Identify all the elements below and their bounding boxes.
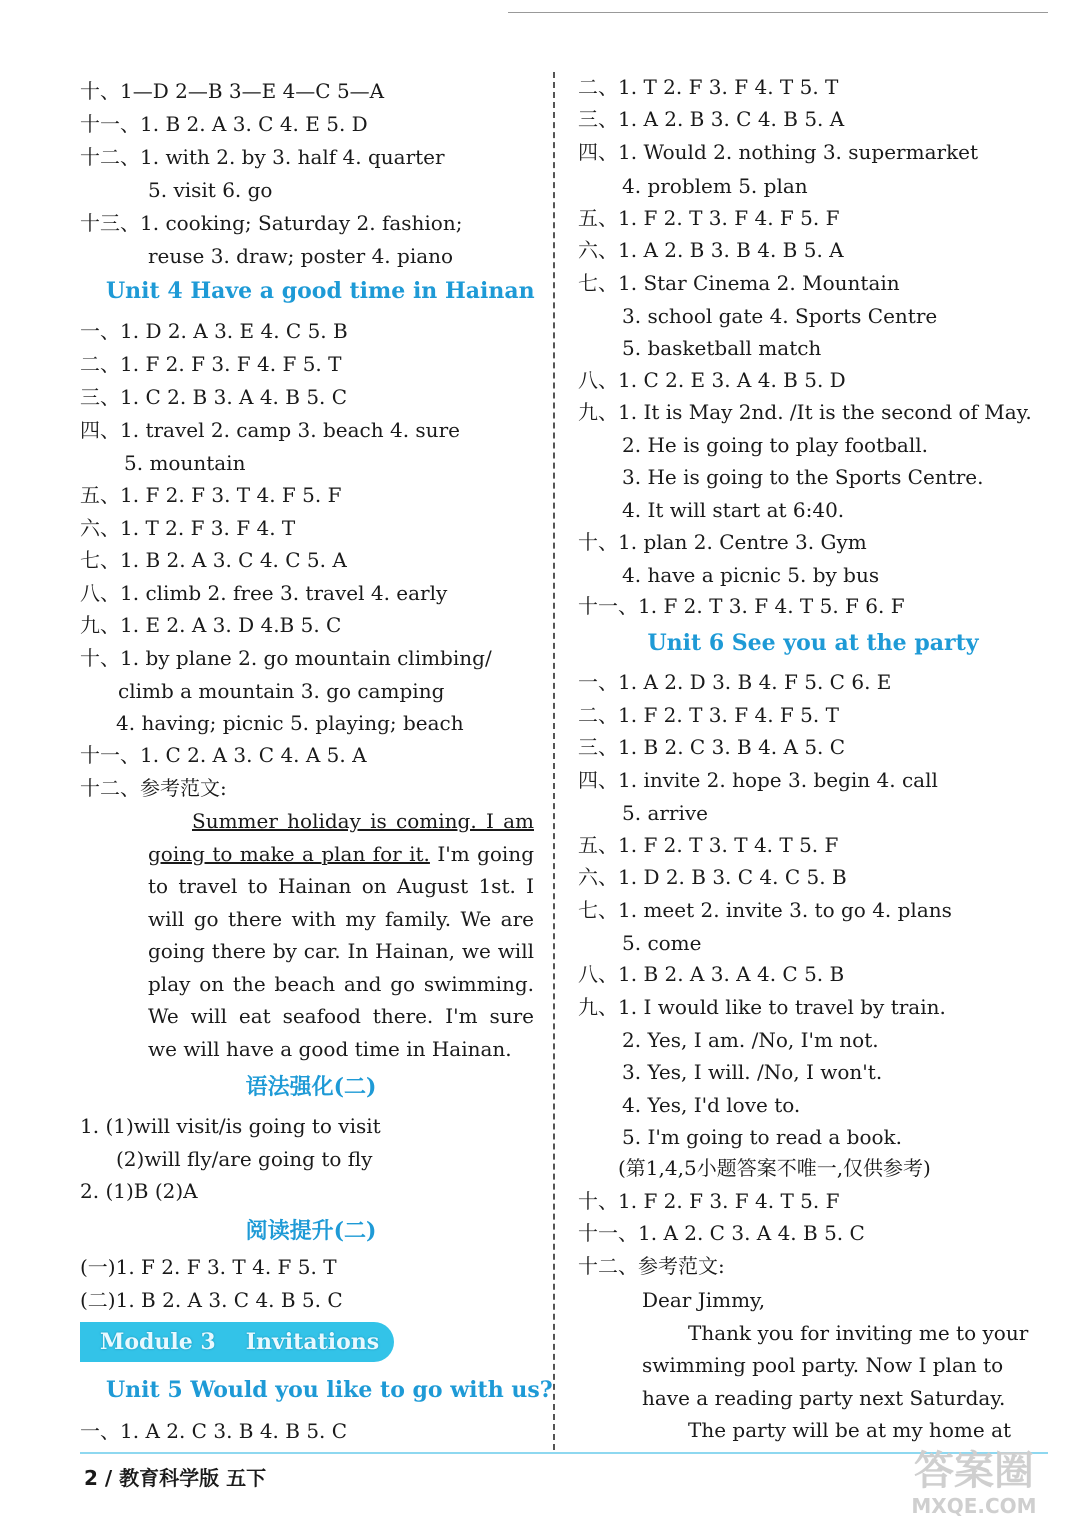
answer-line: 3. school gate 4. Sports Centre bbox=[622, 304, 938, 328]
essay-underlined: Summer holiday is coming. I am going to make a plan for it. bbox=[148, 809, 534, 866]
module-banner bbox=[80, 1322, 394, 1362]
answer-line: 5. arrive bbox=[622, 801, 709, 825]
answer-line: 七、1. B 2. A 3. C 4. C 5. A bbox=[80, 548, 347, 572]
answer-line: 九、1. I would like to travel by train. bbox=[578, 995, 946, 1019]
column-divider bbox=[553, 72, 555, 1450]
answer-line: 十二、参考范文: bbox=[578, 1254, 725, 1278]
watermark-url: MXQE.COM bbox=[911, 1494, 1037, 1518]
section-heading: 语法强化(二) bbox=[245, 1074, 377, 1100]
answer-line: 十、1. by plane 2. go mountain climbing/ bbox=[80, 646, 492, 670]
answer-line: 九、1. It is May 2nd. /It is the second of May. bbox=[578, 400, 1032, 424]
answer-line: 七、1. meet 2. invite 3. to go 4. plans bbox=[578, 898, 952, 922]
answer-line: (第1,4,5小题答案不唯一,仅供参考) bbox=[618, 1156, 931, 1180]
answer-line: 十一、1. A 2. C 3. A 4. B 5. C bbox=[578, 1221, 865, 1245]
answer-line: 八、1. B 2. A 3. A 4. C 5. B bbox=[578, 962, 845, 986]
answer-line: 四、1. Would 2. nothing 3. supermarket bbox=[578, 140, 979, 164]
answer-line: 六、1. A 2. B 3. B 4. B 5. A bbox=[578, 238, 844, 262]
answer-line: 三、1. A 2. B 3. C 4. B 5. A bbox=[578, 107, 845, 131]
answer-line: 八、1. climb 2. free 3. travel 4. early bbox=[80, 581, 448, 605]
answer-line: 3. He is going to the Sports Centre. bbox=[622, 465, 984, 489]
answer-line: 一、1. A 2. D 3. B 4. F 5. C 6. E bbox=[578, 670, 892, 694]
answer-line: (2)will fly/are going to fly bbox=[116, 1147, 373, 1171]
answer-line: 三、1. B 2. C 3. B 4. A 5. C bbox=[578, 735, 846, 759]
answer-line: 十一、1. C 2. A 3. C 4. A 5. A bbox=[80, 743, 367, 767]
answer-line: 五、1. F 2. T 3. T 4. T 5. F bbox=[578, 833, 839, 857]
answer-line: 4. problem 5. plan bbox=[622, 174, 808, 198]
answer-line: 六、1. D 2. B 3. C 4. C 5. B bbox=[578, 865, 847, 889]
answer-line: 十二、参考范文: bbox=[80, 776, 227, 800]
answer-line: 二、1. T 2. F 3. F 4. T 5. T bbox=[578, 75, 839, 99]
letter-body: Thank you for inviting me to your swimming pool party. Now I plan to have a reading party next Saturday. bbox=[642, 1320, 1029, 1410]
answer-line: 2. (1)B (2)A bbox=[80, 1179, 198, 1203]
answer-line: 十三、1. cooking; Saturday 2. fashion; bbox=[80, 211, 463, 235]
answer-line: 十一、1. F 2. T 3. F 4. T 5. F 6. F bbox=[578, 594, 905, 618]
section-heading: 阅读提升(二) bbox=[245, 1218, 377, 1244]
answer-line: 一、1. D 2. A 3. E 4. C 5. B bbox=[80, 319, 348, 343]
answer-line: 1. (1)will visit/is going to visit bbox=[80, 1114, 381, 1138]
answer-line: 四、1. invite 2. hope 3. begin 4. call bbox=[578, 768, 938, 792]
answer-line: (二)1. B 2. A 3. C 4. B 5. C bbox=[80, 1288, 343, 1312]
sample-essay bbox=[148, 805, 534, 1065]
page-number: 2 bbox=[84, 1466, 98, 1490]
module-title: Invitations bbox=[245, 1329, 380, 1355]
answer-line: 十一、1. B 2. A 3. C 4. E 5. D bbox=[80, 112, 368, 136]
watermark-logo: 答案圈 bbox=[914, 1448, 1034, 1494]
answer-line: 十、1. F 2. F 3. F 4. T 5. F bbox=[578, 1189, 840, 1213]
section-heading: Unit 5 Would you like to go with us? bbox=[106, 1377, 553, 1403]
answer-line: 一、1. A 2. C 3. B 4. B 5. C bbox=[80, 1419, 348, 1443]
letter-body-continued: The party will be at my home at bbox=[688, 1418, 1012, 1442]
footer-separator: / bbox=[104, 1466, 113, 1490]
answer-line: 5. mountain bbox=[124, 451, 246, 475]
sample-letter bbox=[642, 1284, 1032, 1447]
essay-body: I'm going to travel to Hainan on August 1st. I will go there with my family. We are going there by car. In Hainan, we will play on the beach and go swimming. We will eat seafood there. I'm sure we will have a good time in Hainan. bbox=[148, 841, 534, 1061]
answer-line: 十、1. plan 2. Centre 3. Gym bbox=[578, 530, 867, 554]
letter-greeting: Dear Jimmy, bbox=[642, 1288, 766, 1312]
answer-line: 5. come bbox=[622, 931, 702, 955]
watermark bbox=[892, 1448, 1056, 1526]
answer-line: 五、1. F 2. T 3. F 4. F 5. F bbox=[578, 206, 840, 230]
answer-line: 5. I'm going to read a book. bbox=[622, 1125, 902, 1149]
answer-line: 二、1. F 2. F 3. F 4. F 5. T bbox=[80, 352, 342, 376]
answer-line: 六、1. T 2. F 3. F 4. T bbox=[80, 516, 296, 540]
answer-line: reuse 3. draw; poster 4. piano bbox=[148, 244, 454, 268]
module-label: Module 3 bbox=[100, 1329, 216, 1355]
answer-line: 二、1. F 2. T 3. F 4. F 5. T bbox=[578, 703, 839, 727]
answer-line: 九、1. E 2. A 3. D 4.B 5. C bbox=[80, 613, 342, 637]
answer-line: 八、1. C 2. E 3. A 4. B 5. D bbox=[578, 368, 846, 392]
section-heading: Unit 6 See you at the party bbox=[647, 630, 979, 656]
answer-line: 十二、1. with 2. by 3. half 4. quarter bbox=[80, 145, 445, 169]
answer-line: 2. Yes, I am. /No, I'm not. bbox=[622, 1028, 879, 1052]
answer-line: 3. Yes, I will. /No, I won't. bbox=[622, 1060, 883, 1084]
answer-line: 十、1—D 2—B 3—E 4—C 5—A bbox=[80, 79, 385, 103]
top-rule bbox=[508, 12, 1048, 13]
edition-label: 教育科学版 五下 bbox=[119, 1466, 267, 1490]
section-heading: Unit 4 Have a good time in Hainan bbox=[106, 278, 535, 304]
answer-line: 四、1. travel 2. camp 3. beach 4. sure bbox=[80, 418, 460, 442]
answer-line: 七、1. Star Cinema 2. Mountain bbox=[578, 271, 900, 295]
answer-line: 4. Yes, I'd love to. bbox=[622, 1093, 801, 1117]
answer-line: (一)1. F 2. F 3. T 4. F 5. T bbox=[80, 1255, 337, 1279]
answer-line: 五、1. F 2. F 3. T 4. F 5. F bbox=[80, 483, 342, 507]
answer-line: 4. having; picnic 5. playing; beach bbox=[116, 711, 464, 735]
answer-line: 4. It will start at 6:40. bbox=[622, 498, 845, 522]
answer-line: 三、1. C 2. B 3. A 4. B 5. C bbox=[80, 385, 348, 409]
answer-line: 5. visit 6. go bbox=[148, 178, 273, 202]
answer-line: 2. He is going to play football. bbox=[622, 433, 928, 457]
answer-line: climb a mountain 3. go camping bbox=[118, 679, 445, 703]
page-footer bbox=[84, 1462, 266, 1491]
answer-line: 4. have a picnic 5. by bus bbox=[622, 563, 880, 587]
answer-line: 5. basketball match bbox=[622, 336, 822, 360]
